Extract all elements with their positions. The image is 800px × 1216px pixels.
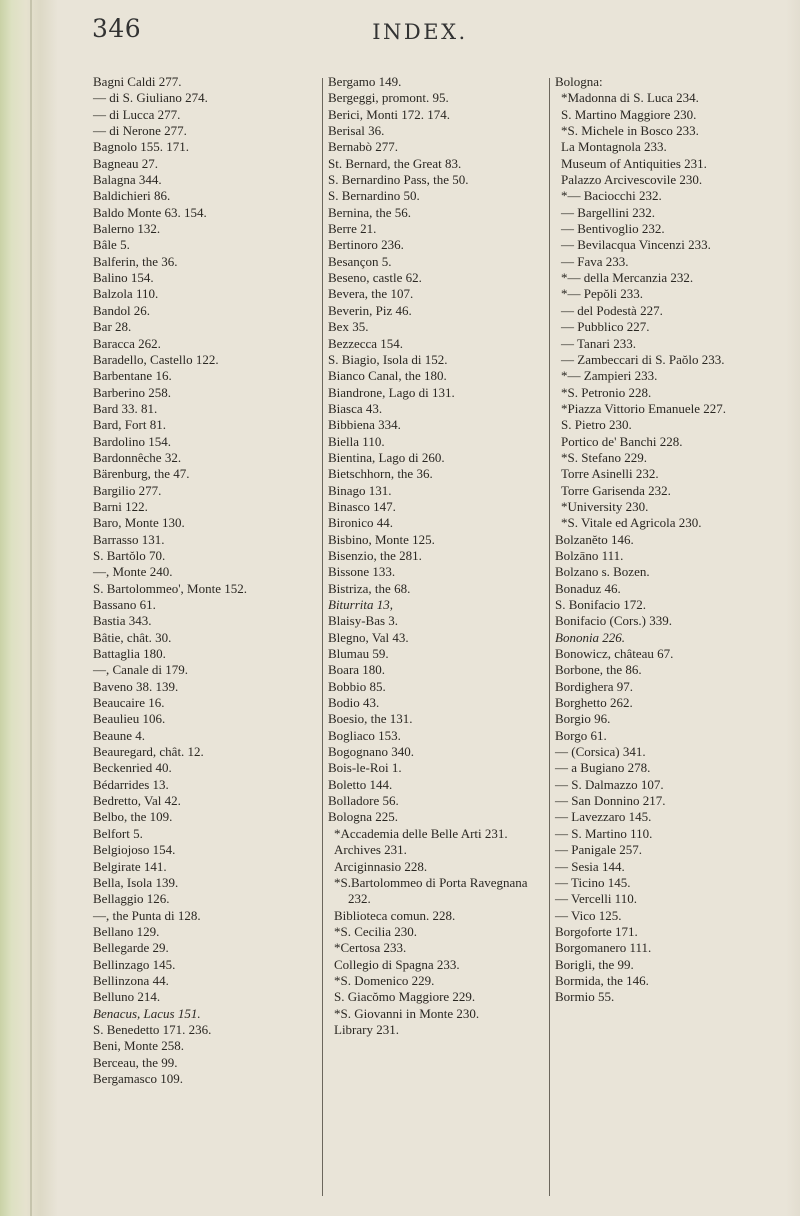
index-entry: Bärenburg, the 47. (93, 466, 190, 482)
index-entry: — di Lucca 277. (93, 106, 181, 122)
index-entry: — Sesia 144. (555, 858, 625, 874)
index-entry: *University 230. (561, 498, 649, 514)
index-entry: *Madonna di S. Luca 234. (561, 90, 699, 106)
index-entry: S. Biagio, Isola di 152. (328, 351, 448, 367)
index-entry: Bisenzio, the 281. (328, 547, 422, 563)
index-entry: — Bevilacqua Vincenzi 233. (561, 237, 711, 253)
index-entry: Bonowicz, château 67. (555, 646, 674, 662)
index-entry: Bar 28. (93, 319, 132, 335)
index-entry: Beauregard, chât. 12. (93, 744, 204, 760)
index-entry: Bagneau 27. (93, 155, 158, 171)
index-entry: Bellegarde 29. (93, 940, 169, 956)
index-column-3 (555, 74, 765, 1006)
index-entry: Bolzāno 111. (555, 547, 624, 563)
index-entry: —, Monte 240. (93, 564, 173, 580)
index-entry: Bergamasco 109. (93, 1070, 184, 1086)
index-entry: Bard, Fort 81. (93, 417, 166, 433)
index-entry: S. Pietro 230. (561, 417, 632, 433)
index-entry: S. Martino Maggiore 230. (561, 106, 697, 122)
index-entry: Baveno 38. 139. (93, 678, 179, 694)
index-entry: Archives 231. (334, 842, 407, 858)
index-entry: *— Baciocchi 232. (561, 188, 662, 204)
index-entry: Bezzecca 154. (328, 335, 404, 351)
index-entry: Bobbio 85. (328, 678, 386, 694)
index-entry: Balagna 344. (93, 172, 162, 188)
index-entry: Balerno 132. (93, 221, 161, 237)
index-entry: — di Nerone 277. (93, 123, 187, 139)
index-entry: Bex 35. (328, 319, 369, 335)
index-entry: S. Bonifacio 172. (555, 597, 646, 612)
index-entry: S. Bartolommeo', Monte 152. (93, 580, 248, 596)
index-entry: S. Bernardino 50. (328, 188, 420, 204)
index-entry: Borgio 96. (555, 711, 611, 727)
index-entry: *Certosa 233. (334, 940, 407, 956)
index-entry: —, Canale di 179. (93, 662, 188, 678)
index-entry: Bolzanĕto 146. (555, 531, 634, 547)
index-entry: — San Donnino 217. (555, 793, 666, 809)
index-entry: Berre 21. (328, 221, 377, 237)
index-entry: — Pubblico 227. (561, 319, 650, 335)
index-entry: Barrasso 131. (93, 531, 165, 547)
index-entry: Portico de' Banchi 228. (561, 433, 683, 449)
index-entry: Museum of Antiquities 231. (561, 155, 707, 171)
index-entry: Arciginnasio 228. (334, 858, 428, 874)
index-entry: Bergeggi, promont. 95. (328, 90, 449, 106)
index-entry: — Vico 125. (555, 907, 622, 923)
index-entry: Bononia 226. (555, 629, 626, 645)
index-entry: *S. Michele in Bosco 233. (561, 123, 699, 139)
index-entry: Bogliaco 153. (328, 727, 401, 743)
index-entry: Bernabò 277. (328, 139, 399, 155)
index-entry: Bibbiena 334. (328, 417, 401, 433)
index-entry: S. Benedetto 171. 236. (93, 1021, 212, 1037)
index-entry: Biandrone, Lago di 131. (328, 384, 455, 400)
index-entry: Boara 180. (328, 662, 386, 678)
index-entry: Bellinzago 145. (93, 956, 176, 972)
index-entry: Torre Garisenda 232. (561, 482, 671, 498)
index-entry: Barbentane 16. (93, 368, 172, 384)
index-entry: —, the Punta di 128. (93, 907, 201, 923)
index-entry: Bevera, the 107. (328, 286, 414, 302)
index-entry: Bardonnêche 32. (93, 449, 182, 465)
index-entry: Bâle 5. (93, 237, 130, 253)
index-entry: Binago 131. (328, 482, 392, 498)
index-entry: Borghetto 262. (555, 695, 633, 711)
index-entry: — (Corsica) 341. (555, 744, 646, 760)
index-entry: Bella, Isola 139. (93, 874, 179, 890)
index-entry: Baradello, Castello 122. (93, 351, 219, 367)
index-entry: — Bentivoglio 232. (561, 221, 665, 237)
index-entry: Bard 33. 81. (93, 400, 158, 416)
index-entry: — Panigale 257. (555, 842, 643, 858)
index-entry: Bironico 44. (328, 515, 393, 531)
index-entry: — di S. Giuliano 274. (93, 90, 208, 106)
index-entry: Bolzano s. Bozen. (555, 564, 650, 580)
page-title: INDEX. (372, 20, 468, 44)
index-entry: *— Pepŏli 233. (561, 286, 643, 302)
index-entry: Beckenried 40. (93, 760, 172, 776)
index-entry: Bassano 61. (93, 597, 156, 612)
index-entry: *S. Domenico 229. (334, 972, 435, 988)
index-entry: S. Bartŏlo 70. (93, 547, 166, 563)
index-entry: *S. Cecilia 230. (334, 923, 418, 939)
index-entry: Belfort 5. (93, 825, 143, 841)
column-divider (549, 78, 550, 1196)
index-entry: Barberino 258. (93, 384, 171, 400)
index-entry: Bientina, Lago di 260. (328, 449, 445, 465)
index-entry: Bedretto, Val 42. (93, 793, 181, 809)
index-entry: Bastia 343. (93, 613, 152, 629)
index-entry: Biella 110. (328, 433, 385, 449)
index-entry: Biturrita 13, (328, 597, 394, 612)
index-entry: — S. Dalmazzo 107. (555, 776, 664, 792)
index-entry: Collegio di Spagna 233. (334, 956, 460, 972)
index-entry: Bologna: (555, 74, 603, 89)
index-entry: Bordighera 97. (555, 678, 633, 694)
index-entry: La Montagnola 233. (561, 139, 667, 155)
index-entry: Bodio 43. (328, 695, 380, 711)
page-edge (786, 0, 800, 1216)
index-entry: Benacus, Lacus 151. (93, 1005, 201, 1021)
index-entry: Besançon 5. (328, 253, 392, 269)
index-entry: Berceau, the 99. (93, 1054, 178, 1070)
index-entry: Baldichieri 86. (93, 188, 171, 204)
index-entry: Bernina, the 56. (328, 204, 412, 220)
index-entry: S. Giacŏmo Maggiore 229. (334, 989, 476, 1005)
index-entry: Bonifacio (Cors.) 339. (555, 613, 672, 629)
index-entry: Bisbino, Monte 125. (328, 531, 435, 547)
index-entry: Boletto 144. (328, 776, 393, 792)
index-entry: Bardolino 154. (93, 433, 171, 449)
index-entry: — del Podestà 227. (561, 302, 663, 318)
column-divider (322, 78, 323, 1196)
index-entry: Bédarrides 13. (93, 776, 169, 792)
index-entry: Balino 154. (93, 270, 154, 286)
index-entry: *S. Stefano 229. (561, 449, 647, 465)
index-entry: — Zambeccari di S. Paŏlo 233. (561, 351, 725, 367)
index-entry: Bandol 26. (93, 302, 151, 318)
index-entry: *S.Bartolommeo di Porta Ravegnana 232. (334, 874, 528, 907)
index-entry: Torre Asinelli 232. (561, 466, 659, 482)
index-column-1 (93, 74, 319, 1087)
index-entry: — Vercelli 110. (555, 891, 637, 907)
index-entry: *— della Mercanzia 232. (561, 270, 694, 286)
index-entry: Blaisy-Bas 3. (328, 613, 399, 629)
index-entry: *— Zampieri 233. (561, 368, 658, 384)
index-entry: Bolladore 56. (328, 793, 399, 809)
index-entry: — S. Martino 110. (555, 825, 653, 841)
index-entry: Bormio 55. (555, 989, 615, 1005)
index-entry: Beaucaire 16. (93, 695, 165, 711)
index-entry: Baracca 262. (93, 335, 161, 351)
index-entry: Borgo 61. (555, 727, 607, 743)
index-entry: Beverin, Piz 46. (328, 302, 412, 318)
index-entry: Belbo, the 109. (93, 809, 173, 825)
index-entry: Bistriza, the 68. (328, 580, 411, 596)
index-entry: *S. Petronio 228. (561, 384, 652, 400)
index-entry: Belluno 214. (93, 989, 161, 1005)
index-entry: Belgiojoso 154. (93, 842, 176, 858)
index-entry: *Piazza Vittorio Emanuele 227. (561, 400, 727, 416)
index-entry: Borgomanero 111. (555, 940, 652, 956)
index-entry: Borbone, the 86. (555, 662, 642, 678)
index-entry: Bissone 133. (328, 564, 396, 580)
index-entry: Balzola 110. (93, 286, 159, 302)
index-entry: Balferin, the 36. (93, 253, 178, 269)
index-entry: S. Bernardino Pass, the 50. (328, 172, 469, 188)
index-entry: Bormida, the 146. (555, 972, 649, 988)
index-entry: — Tanari 233. (561, 335, 637, 351)
index-entry: Borgoforte 171. (555, 923, 638, 939)
index-entry: Biblioteca comun. 228. (334, 907, 456, 923)
index-entry: Bellaggio 126. (93, 891, 170, 907)
index-entry: Binasco 147. (328, 498, 396, 514)
index-entry: Battaglia 180. (93, 646, 166, 662)
index-entry: — Ticino 145. (555, 874, 631, 890)
index-entry: Beseno, castle 62. (328, 270, 422, 286)
page-number: 346 (92, 14, 142, 43)
index-entry: — Fava 233. (561, 253, 629, 269)
index-entry: Borigli, the 99. (555, 956, 634, 972)
index-entry: — a Bugiano 278. (555, 760, 651, 776)
index-entry: St. Bernard, the Great 83. (328, 155, 462, 171)
index-entry: Beaune 4. (93, 727, 145, 743)
index-entry: Bâtie, chât. 30. (93, 629, 172, 645)
index-entry: Berici, Monti 172. 174. (328, 106, 451, 122)
book-gutter (0, 0, 58, 1216)
index-entry: Bertinoro 236. (328, 237, 404, 253)
index-entry: Bonaduz 46. (555, 580, 621, 596)
index-entry: Blumau 59. (328, 646, 389, 662)
index-entry: Beaulieu 106. (93, 711, 166, 727)
index-entry: Baro, Monte 130. (93, 515, 185, 531)
index-entry: Bogognano 340. (328, 744, 414, 760)
index-entry: Palazzo Arcivescovile 230. (561, 172, 703, 188)
index-entry: Bagnolo 155. 171. (93, 139, 190, 155)
index-entry: Belgirate 141. (93, 858, 167, 874)
index-entry: Baldo Monte 63. 154. (93, 204, 207, 220)
index-entry: Bois-le-Roi 1. (328, 760, 402, 776)
index-entry: Library 231. (334, 1021, 399, 1037)
index-entry: Bianco Canal, the 180. (328, 368, 447, 384)
index-entry: — Lavezzaro 145. (555, 809, 652, 825)
index-entry: Biasca 43. (328, 400, 383, 416)
index-entry: *Accademia delle Belle Arti 231. (334, 825, 508, 841)
index-entry: Bargilio 277. (93, 482, 162, 498)
index-entry: — Bargellini 232. (561, 204, 656, 220)
index-column-2 (328, 74, 546, 1038)
index-entry: Bagni Caldi 277. (93, 74, 182, 89)
index-entry: *S. Vitale ed Agricola 230. (561, 515, 702, 531)
index-entry: Boesio, the 131. (328, 711, 413, 727)
index-entry: Bellinzona 44. (93, 972, 169, 988)
index-entry: Bellano 129. (93, 923, 160, 939)
index-entry: Berisal 36. (328, 123, 385, 139)
index-entry: Beni, Monte 258. (93, 1038, 184, 1054)
index-entry: Bietschhorn, the 36. (328, 466, 433, 482)
index-entry: Bologna 225. (328, 809, 399, 825)
index-entry: Bergamo 149. (328, 74, 402, 89)
index-entry: *S. Giovanni in Monte 230. (334, 1005, 480, 1021)
index-entry: Barni 122. (93, 498, 148, 514)
index-entry: Blegno, Val 43. (328, 629, 409, 645)
